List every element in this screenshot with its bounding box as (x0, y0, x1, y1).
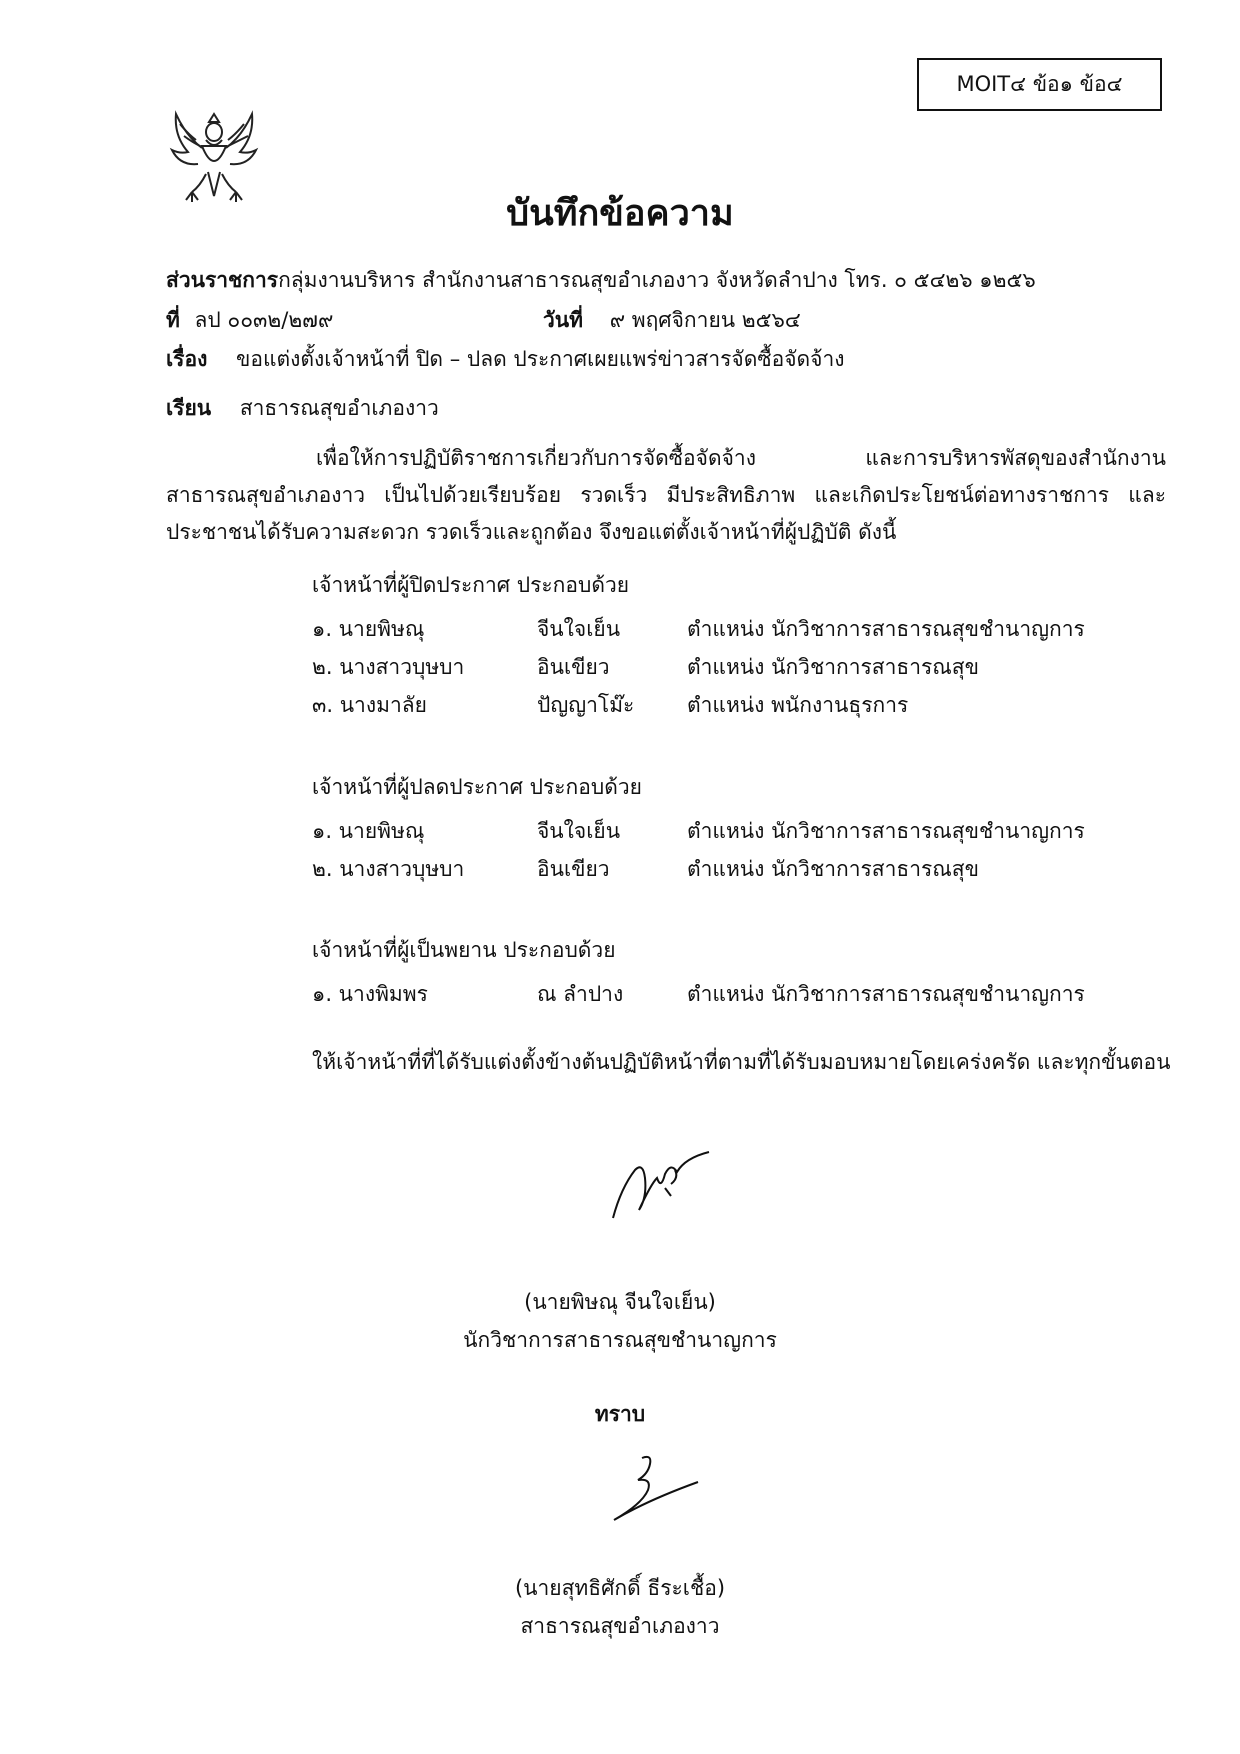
subject-label: เรื่อง (166, 347, 208, 371)
reference-line (166, 310, 333, 331)
addressee-text: สาธารณสุขอำเภองาว (239, 396, 439, 420)
list-item (312, 689, 1112, 717)
agency-label: ส่วนราชการ (166, 268, 279, 292)
closing-sentence: ให้เจ้าหน้าที่ที่ได้รับแต่งตั้งข้างต้นปฏิบัติหน้าที่ตามที่ได้รับมอบหมายโดยเคร่งครัด และทุกขั้นตอน (312, 1050, 1171, 1074)
member-position: ตำแหน่ง พนักงานธุรการ (687, 693, 909, 717)
acknowledge-label: ทราบ (594, 1402, 646, 1426)
list-item (312, 978, 1112, 1006)
agency-line (166, 270, 1036, 291)
subject-text: ขอแต่งตั้งเจ้าหน้าที่ ปิด – ปลด ประกาศเผยแพร่ข่าวสารจัดซื้อจัดจ้าง (236, 347, 845, 371)
group-heading-removers: เจ้าหน้าที่ผู้ปลดประกาศ ประกอบด้วย (312, 775, 642, 799)
member-name: ๓. นางมาลัย (312, 693, 427, 717)
body-paragraph: เพื่อให้การปฏิบัติราชการเกี่ยวกับการจัดซื้อจัดจ้าง และการบริหารพัสดุของสำนักงานสาธารณสุขอำเภองาว เป็นไปด้วยเรียบร้อย รวดเร็ว มีประสิทธิภาพ และเกิดประโยชน์ต่อทางราชการ และประชาชนได้รับความสะดวก รวดเร็วและถูกต้อง จึงขอแต่ตั้งเจ้าหน้าที่ผู้ปฏิบัติ ดังนี้ (166, 446, 1166, 544)
reference-code-box (917, 58, 1162, 111)
member-position: ตำแหน่ง นักวิชาการสาธารณสุขชำนาญการ (687, 819, 1085, 843)
signature-2-icon (608, 1450, 708, 1528)
member-surname: ณ ลำปาง (537, 982, 624, 1006)
addressee-line (166, 398, 439, 419)
signer-2-name: (นายสุทธิศักดิ์ ธีระเชื้อ) (514, 1576, 726, 1600)
member-position: ตำแหน่ง นักวิชาการสาธารณสุขชำนาญการ (687, 617, 1085, 641)
subject-line (166, 349, 845, 370)
group-heading-posters: เจ้าหน้าที่ผู้ปิดประกาศ ประกอบด้วย (312, 573, 630, 597)
list-item (312, 853, 1112, 881)
reference-label: ที่ (166, 308, 180, 332)
signer-2-position: สาธารณสุขอำเภองาว (520, 1614, 720, 1638)
reference-code: MOIT๔ ข้อ๑ ข้อ๔ (956, 72, 1123, 96)
member-name: ๑. นางพิมพร (312, 982, 428, 1006)
date-label: วันที่ (543, 308, 583, 332)
member-position: ตำแหน่ง นักวิชาการสาธารณสุข (687, 655, 979, 679)
memo-title: บันทึกข้อความ (506, 193, 734, 234)
member-name: ๑. นายพิษณุ (312, 819, 425, 843)
group-heading-witnesses: เจ้าหน้าที่ผู้เป็นพยาน ประกอบด้วย (312, 938, 616, 962)
member-surname: อินเขียว (537, 857, 610, 881)
member-name: ๑. นายพิษณุ (312, 617, 425, 641)
list-item (312, 613, 1112, 641)
date-value: ๙ พฤศจิกายน ๒๕๖๔ (609, 308, 801, 332)
signer-1-name: (นายพิษณุ จีนใจเย็น) (524, 1290, 716, 1314)
member-name: ๒. นางสาวบุษบา (312, 857, 465, 881)
member-position: ตำแหน่ง นักวิชาการสาธารณสุข (687, 857, 979, 881)
member-surname: อินเขียว (537, 655, 610, 679)
agency-text: กลุ่มงานบริหาร สำนักงานสาธารณสุขอำเภองาว จังหวัดลำปาง โทร. ๐ ๕๔๒๖ ๑๒๕๖ (278, 268, 1036, 292)
signature-1-icon (605, 1148, 715, 1226)
addressee-label: เรียน (166, 396, 212, 420)
member-surname: จีนใจเย็น (537, 617, 621, 641)
member-name: ๒. นางสาวบุษบา (312, 655, 465, 679)
member-surname: ปัญญาโม๊ะ (537, 693, 635, 717)
reference-number: ลป ๐๐๓๒/๒๗๙ (194, 308, 334, 332)
signer-1-position: นักวิชาการสาธารณสุขชำนาญการ (463, 1328, 777, 1352)
list-item (312, 651, 1112, 679)
date-line (543, 310, 801, 331)
list-item (312, 815, 1112, 843)
member-position: ตำแหน่ง นักวิชาการสาธารณสุขชำนาญการ (687, 982, 1085, 1006)
member-surname: จีนใจเย็น (537, 819, 621, 843)
